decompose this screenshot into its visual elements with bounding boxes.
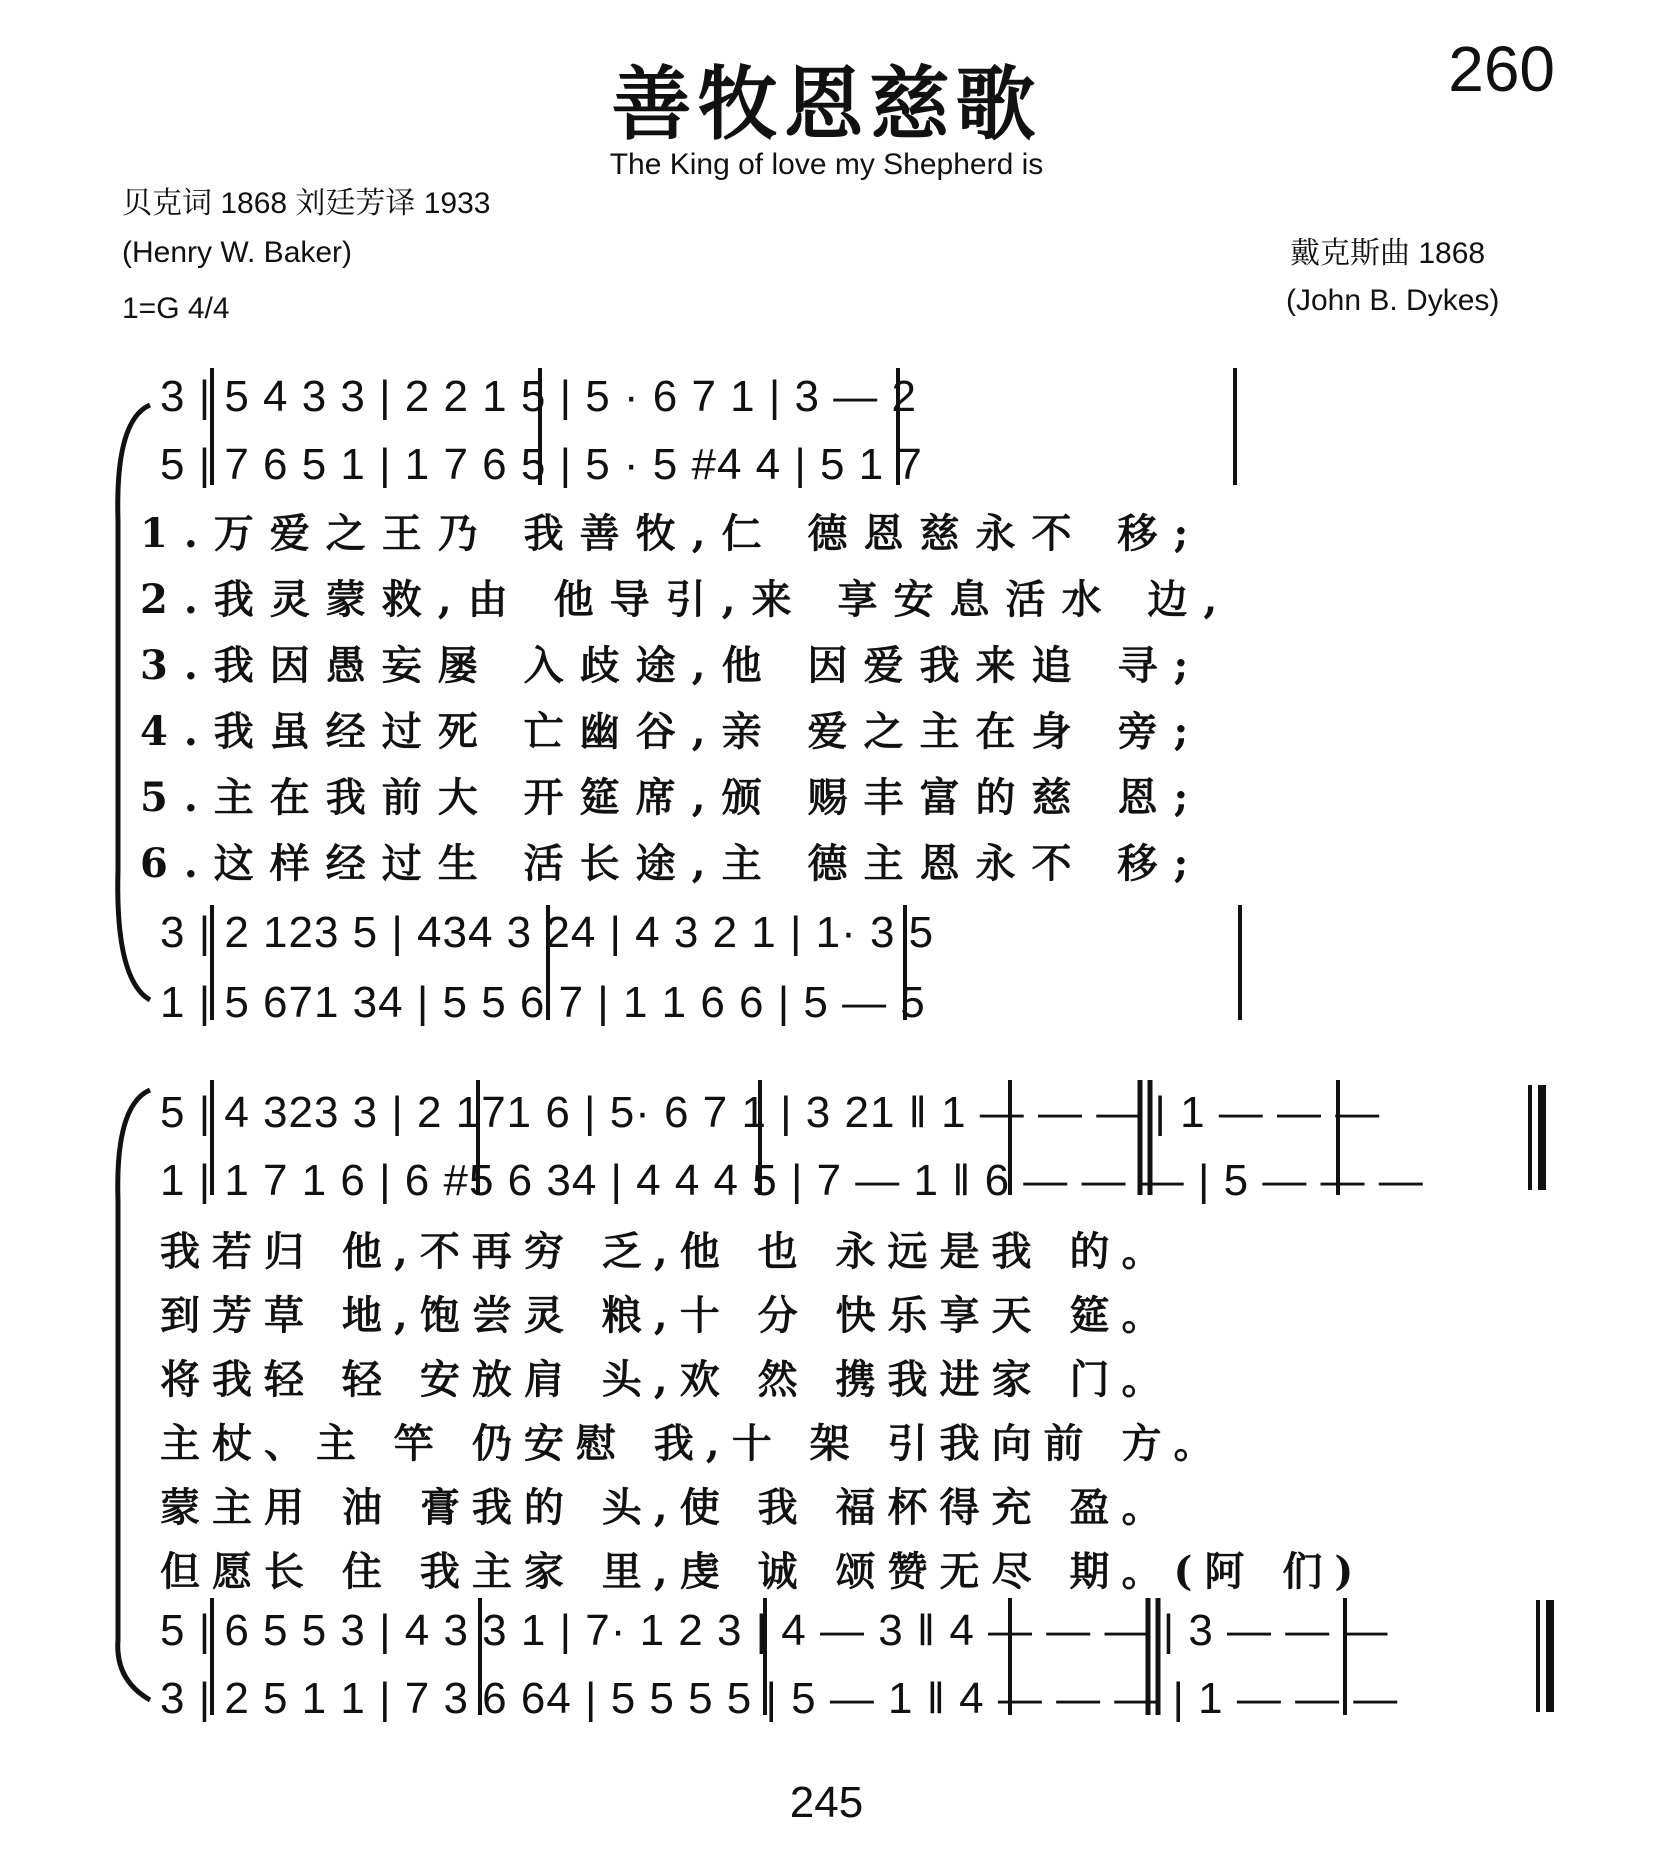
english-title: The King of love my Shepherd is (609, 148, 1044, 181)
system1-bass-notes: 1 | 5 671 34 | 5 5 6 7 | 1 1 6 6 | 5 — 5 (160, 978, 926, 1027)
system2-lyric-verse-6: 但愿长 住 我主家 里,虔 诚 颂赞无尽 期。(阿 们) (160, 1548, 1366, 1595)
lyricist-english: (Henry W. Baker) (122, 236, 353, 269)
system2-lyric-verse-4: 主杖、主 竿 仍安慰 我,十 架 引我向前 方。 (160, 1420, 1226, 1467)
system1-lyric-verse-2: 2.我灵蒙救,由 他导引,来 享安息活水 边, (140, 576, 1234, 623)
system2-soprano-notes: 5 | 4 323 3 | 2 171 6 | 5· 6 7 1 | 3 21 ‖ 1 — — — | 1 — — — (160, 1088, 1381, 1137)
system1-soprano-notes: 3 | 5 4 3 3 | 2 2 1 5 | 5 · 6 7 1 | 3 — 2 (160, 372, 917, 421)
page-number: 245 (789, 1778, 864, 1827)
composer-english: (John B. Dykes) (1286, 284, 1500, 317)
system1-lyric-verse-5: 5.主在我前大 开筵席,颁 赐丰富的慈 恩; (140, 774, 1205, 821)
system1-lyric-verse-4: 4.我虽经过死 亡幽谷,亲 爱之主在身 旁; (140, 708, 1205, 755)
system2-lyric-verse-3: 将我轻 轻 安放肩 头,欢 然 携我进家 门。 (160, 1356, 1174, 1403)
system2-brace (118, 1090, 150, 1700)
system2-lyric-verse-2: 到芳草 地,饱尝灵 粮,十 分 快乐享天 筵。 (160, 1292, 1174, 1339)
hymn-title: 善牧恩慈歌 (611, 57, 1042, 151)
key-time-signature: 1=G 4/4 (122, 292, 230, 325)
system2-bass-notes: 3 | 2 5 1 1 | 7 3 6 64 | 5 5 5 5 | 5 — 1 ‖ 4 — — — | 1 — — — (160, 1674, 1399, 1723)
system2-alto-notes: 1 | 1 7 1 6 | 6 #5 6 34 | 4 4 4 5 | 7 — 1 ‖ 6 — — — | 5 — — — (160, 1156, 1424, 1205)
lyricist-credit: 贝克词 1868 刘廷芳译 1933 (122, 187, 491, 220)
system2-lyric-verse-1: 我若归 他,不再穷 乏,他 也 永远是我 的。 (160, 1228, 1174, 1275)
system2-tenor-notes: 5 | 6 5 5 3 | 4 3 3 1 | 7· 1 2 3 | 4 — 3 ‖ 4 — — — | 3 — — — (160, 1606, 1389, 1655)
system1-lyric-verse-3: 3.我因愚妄屡 入歧途,他 因爱我来追 寻; (140, 642, 1205, 689)
system1-lyric-verse-1: 1.万爱之王乃 我善牧,仁 德恩慈永不 移; (140, 510, 1205, 557)
hymn-number: 260 (1448, 33, 1555, 105)
system2-lyric-verse-5: 蒙主用 油 膏我的 头,使 我 福杯得充 盈。 (160, 1484, 1174, 1531)
composer-credit: 戴克斯曲 1868 (1290, 237, 1486, 270)
system1-lyric-verse-6: 6.这样经过生 活长途,主 德主恩永不 移; (140, 840, 1205, 887)
system1-alto-notes: 5 | 7 6 5 1 | 1 7 6 5 | 5 · 5 #4 4 | 5 1 7 (160, 440, 923, 489)
system1-tenor-notes: 3 | 2 123 5 | 434 3 24 | 4 3 2 1 | 1· 3 5 (160, 908, 935, 957)
